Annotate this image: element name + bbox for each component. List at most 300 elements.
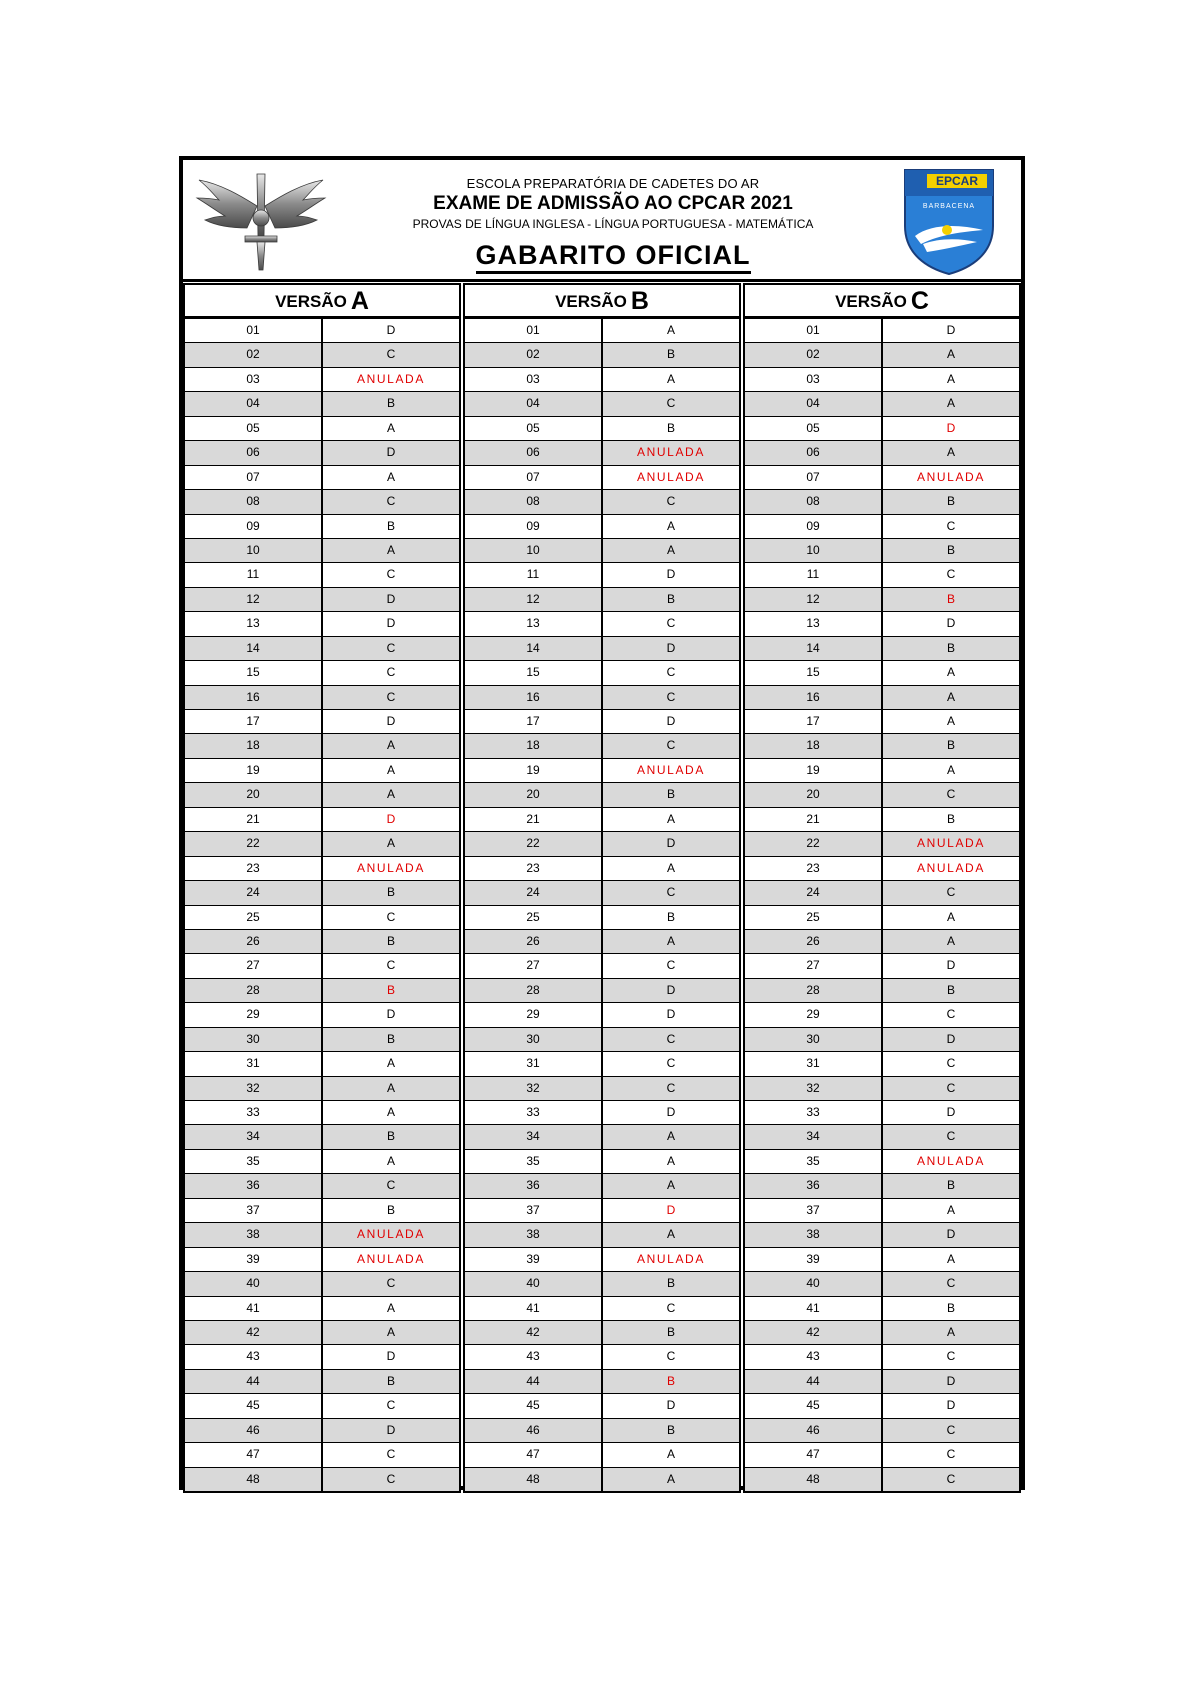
question-number: 28 — [185, 979, 323, 1002]
question-number: 13 — [745, 612, 883, 635]
table-row — [745, 636, 1019, 660]
table-row — [465, 978, 739, 1002]
answer-cell: D — [946, 323, 956, 337]
question-number: 11 — [185, 563, 323, 586]
table-row — [465, 880, 739, 904]
table-row — [745, 1222, 1019, 1246]
answer-cell: A — [666, 1153, 675, 1168]
answer-cell: ANULADA — [357, 860, 425, 875]
answer-cell: A — [946, 1202, 955, 1217]
table-row — [185, 856, 459, 880]
answer-cell: ANULADA — [637, 445, 705, 460]
question-number: 34 — [745, 1125, 883, 1148]
table-row — [745, 1418, 1019, 1442]
table-row — [465, 953, 739, 977]
question-number: 26 — [745, 930, 883, 953]
answer-cell: ANULADA — [637, 762, 705, 777]
question-number: 16 — [185, 686, 323, 709]
answer-cell: C — [946, 1471, 956, 1486]
answer-cell: C — [946, 1447, 956, 1462]
question-number: 46 — [465, 1419, 603, 1442]
table-row — [185, 1369, 459, 1393]
question-number: 36 — [465, 1174, 603, 1197]
answer-cell: C — [946, 787, 956, 802]
answer-cell: D — [386, 714, 396, 728]
table-row — [465, 660, 739, 684]
question-number: 15 — [185, 661, 323, 684]
question-number: 41 — [465, 1297, 603, 1320]
answer-cell: D — [386, 1349, 396, 1364]
answer-cell: A — [666, 1227, 675, 1242]
table-row — [185, 1467, 459, 1491]
table-row — [185, 953, 459, 977]
answer-cell: C — [666, 689, 676, 704]
answer-cell: ANULADA — [637, 469, 705, 484]
question-number: 37 — [745, 1199, 883, 1222]
table-row — [185, 538, 459, 562]
question-number: 28 — [745, 979, 883, 1002]
table-row — [745, 1198, 1019, 1222]
answer-cell: D — [666, 640, 676, 655]
answer-cell: A — [666, 811, 675, 826]
answer-cell: A — [666, 1178, 675, 1193]
answer-cell: D — [946, 1227, 956, 1242]
answer-cell: C — [386, 640, 396, 655]
answer-cell: D — [386, 323, 396, 337]
answer-cell: A — [946, 396, 955, 411]
question-number: 32 — [465, 1077, 603, 1100]
answer-cell: D — [946, 616, 956, 631]
question-number: 42 — [465, 1321, 603, 1344]
answer-cell: B — [386, 518, 395, 533]
question-number: 05 — [185, 417, 323, 440]
table-row — [465, 1369, 739, 1393]
version-c-label: VERSÃO — [835, 292, 907, 311]
answer-cell: D — [386, 811, 396, 826]
answer-cell: C — [946, 1422, 956, 1437]
table-row — [745, 440, 1019, 464]
table-row — [185, 1442, 459, 1466]
question-number: 08 — [465, 490, 603, 513]
answer-cell: D — [946, 420, 956, 435]
question-number: 43 — [745, 1345, 883, 1368]
table-row — [465, 831, 739, 855]
answer-cell: B — [946, 982, 955, 997]
answer-cell: C — [386, 567, 396, 582]
question-number: 25 — [465, 906, 603, 929]
answer-cell: C — [666, 738, 676, 753]
question-number: 29 — [185, 1003, 323, 1026]
answer-cell: A — [946, 714, 955, 728]
answer-cell: B — [666, 591, 675, 606]
question-number: 12 — [185, 588, 323, 611]
table-row — [185, 611, 459, 635]
table-row — [185, 318, 459, 342]
question-number: 29 — [465, 1003, 603, 1026]
answer-cell: A — [386, 1153, 395, 1168]
question-number: 10 — [185, 539, 323, 562]
answer-cell: A — [386, 469, 395, 484]
answer-cell: D — [386, 1007, 396, 1022]
question-number: 41 — [185, 1297, 323, 1320]
version-b-header — [463, 283, 741, 318]
version-c-rows — [743, 318, 1021, 1493]
question-number: 07 — [745, 466, 883, 489]
answer-cell: C — [386, 665, 396, 680]
table-row — [745, 1002, 1019, 1026]
answer-cell: B — [386, 1202, 395, 1217]
table-row — [745, 465, 1019, 489]
answer-cell: A — [386, 1300, 395, 1315]
answer-cell: ANULADA — [357, 371, 425, 386]
question-number: 12 — [465, 588, 603, 611]
table-row — [465, 758, 739, 782]
answer-cell: C — [666, 665, 676, 680]
table-row — [465, 1198, 739, 1222]
question-number: 41 — [745, 1297, 883, 1320]
answer-cell: A — [666, 542, 675, 557]
table-row — [745, 587, 1019, 611]
version-b-column — [463, 283, 741, 1493]
question-number: 39 — [185, 1248, 323, 1271]
version-a-header — [183, 283, 461, 318]
question-number: 35 — [465, 1150, 603, 1173]
answer-cell: A — [666, 860, 675, 875]
table-row — [745, 1027, 1019, 1051]
table-row — [465, 1418, 739, 1442]
table-row — [185, 709, 459, 733]
question-number: 17 — [185, 710, 323, 733]
table-row — [745, 367, 1019, 391]
table-row — [465, 685, 739, 709]
answer-cell: D — [666, 1398, 676, 1413]
table-row — [745, 733, 1019, 757]
question-number: 33 — [465, 1101, 603, 1124]
answer-cell: D — [666, 1105, 676, 1119]
answer-cell: ANULADA — [917, 860, 985, 875]
answer-cell: A — [946, 665, 955, 680]
answer-cell: A — [946, 689, 955, 704]
table-row — [465, 856, 739, 880]
table-row — [465, 318, 739, 342]
table-row — [185, 465, 459, 489]
table-row — [745, 758, 1019, 782]
table-row — [185, 562, 459, 586]
answer-cell: B — [666, 1324, 675, 1339]
table-row — [185, 1418, 459, 1442]
shield-top-text: EPCAR — [935, 174, 979, 188]
question-number: 30 — [465, 1028, 603, 1051]
answer-cell: C — [666, 1056, 676, 1071]
question-number: 48 — [185, 1468, 323, 1491]
question-number: 03 — [465, 368, 603, 391]
answer-cell: A — [386, 1324, 395, 1339]
question-number: 22 — [745, 832, 883, 855]
answer-cell: C — [666, 1349, 676, 1364]
question-number: 14 — [465, 637, 603, 660]
question-number: 08 — [745, 490, 883, 513]
question-number: 07 — [185, 466, 323, 489]
answer-cell: D — [386, 1422, 396, 1437]
answer-cell: B — [666, 1422, 675, 1437]
question-number: 25 — [745, 906, 883, 929]
table-row — [745, 1442, 1019, 1466]
question-number: 09 — [465, 515, 603, 538]
table-row — [185, 1198, 459, 1222]
question-number: 38 — [185, 1223, 323, 1246]
table-row — [745, 807, 1019, 831]
table-row — [745, 782, 1019, 806]
question-number: 11 — [745, 563, 883, 586]
question-number: 32 — [185, 1077, 323, 1100]
question-number: 29 — [745, 1003, 883, 1026]
answer-cell: C — [386, 1471, 396, 1486]
answer-cell: C — [386, 494, 396, 509]
table-row — [185, 391, 459, 415]
question-number: 40 — [745, 1272, 883, 1295]
question-number: 18 — [465, 734, 603, 757]
answer-cell: B — [386, 1031, 395, 1046]
answer-cell: C — [666, 616, 676, 631]
answer-cell: D — [666, 1007, 676, 1022]
answer-cell: C — [386, 909, 396, 924]
answer-cell: ANULADA — [357, 1227, 425, 1242]
winged-sword-emblem-icon — [191, 166, 331, 276]
table-row — [745, 318, 1019, 342]
question-number: 42 — [185, 1321, 323, 1344]
question-number: 47 — [465, 1443, 603, 1466]
table-row — [465, 1467, 739, 1491]
table-row — [185, 489, 459, 513]
table-row — [745, 1173, 1019, 1197]
answer-cell: C — [386, 1398, 396, 1413]
answer-cell: C — [386, 1276, 396, 1291]
table-row — [185, 1149, 459, 1173]
table-row — [185, 1247, 459, 1271]
answer-cell: A — [946, 909, 955, 924]
table-row — [185, 1027, 459, 1051]
table-row — [465, 611, 739, 635]
answer-cell: B — [666, 347, 675, 362]
question-number: 06 — [745, 441, 883, 464]
table-row — [745, 1271, 1019, 1295]
table-row — [465, 782, 739, 806]
table-row — [465, 416, 739, 440]
table-row — [745, 856, 1019, 880]
answer-cell: ANULADA — [917, 1153, 985, 1168]
table-row — [465, 1027, 739, 1051]
table-row — [465, 465, 739, 489]
table-row — [185, 660, 459, 684]
table-row — [465, 367, 739, 391]
answer-cell: A — [666, 1447, 675, 1462]
table-row — [745, 1051, 1019, 1075]
table-row — [185, 1051, 459, 1075]
answer-cell: A — [386, 542, 395, 557]
table-row — [745, 342, 1019, 366]
table-row — [745, 514, 1019, 538]
version-b-rows — [463, 318, 741, 1493]
answer-cell: C — [386, 1178, 396, 1193]
table-row — [185, 1296, 459, 1320]
table-row — [465, 929, 739, 953]
question-number: 17 — [745, 710, 883, 733]
version-c-letter: C — [910, 287, 929, 315]
answer-cell: A — [386, 738, 395, 753]
table-row — [465, 1344, 739, 1368]
question-number: 28 — [465, 979, 603, 1002]
table-row — [185, 636, 459, 660]
table-row — [465, 733, 739, 757]
question-number: 15 — [745, 661, 883, 684]
version-a-label: VERSÃO — [275, 292, 347, 311]
table-row — [465, 1002, 739, 1026]
version-c-header — [743, 283, 1021, 318]
question-number: 19 — [745, 759, 883, 782]
answer-cell: ANULADA — [917, 836, 985, 851]
subjects-line: PROVAS DE LÍNGUA INGLESA - LÍNGUA PORTUGUESA - MATEMÁTICA — [412, 217, 814, 231]
table-row — [185, 1271, 459, 1295]
question-number: 40 — [465, 1272, 603, 1295]
answer-cell: B — [946, 738, 955, 753]
answer-cell: D — [946, 1373, 956, 1388]
question-number: 45 — [185, 1394, 323, 1417]
question-number: 05 — [465, 417, 603, 440]
answer-cell: C — [666, 494, 676, 509]
question-number: 18 — [745, 734, 883, 757]
question-number: 11 — [465, 563, 603, 586]
table-row — [185, 1320, 459, 1344]
table-row — [185, 1393, 459, 1417]
question-number: 35 — [745, 1150, 883, 1173]
answer-cell: B — [386, 1373, 395, 1388]
answer-cell: B — [946, 1300, 955, 1315]
question-number: 47 — [185, 1443, 323, 1466]
answer-cell: A — [386, 836, 395, 851]
question-number: 44 — [465, 1370, 603, 1393]
answer-cell: C — [666, 885, 676, 900]
table-row — [745, 416, 1019, 440]
table-row — [465, 489, 739, 513]
answer-cell: C — [946, 518, 956, 533]
answer-cell: A — [666, 1471, 675, 1486]
table-row — [185, 514, 459, 538]
question-number: 20 — [745, 783, 883, 806]
answer-cell: A — [946, 347, 955, 362]
question-number: 27 — [745, 954, 883, 977]
table-row — [465, 391, 739, 415]
shield-mid-text: BARBACENA — [922, 203, 976, 210]
question-number: 46 — [185, 1419, 323, 1442]
table-row — [465, 1100, 739, 1124]
question-number: 09 — [745, 515, 883, 538]
table-row — [465, 342, 739, 366]
question-number: 34 — [465, 1125, 603, 1148]
table-row — [185, 880, 459, 904]
question-number: 06 — [185, 441, 323, 464]
table-row — [465, 1393, 739, 1417]
answer-cell: C — [386, 689, 396, 704]
table-row — [465, 587, 739, 611]
question-number: 20 — [185, 783, 323, 806]
question-number: 21 — [185, 808, 323, 831]
answer-cell: B — [946, 640, 955, 655]
table-row — [465, 709, 739, 733]
table-row — [745, 1344, 1019, 1368]
question-number: 16 — [745, 686, 883, 709]
question-number: 17 — [465, 710, 603, 733]
table-row — [185, 1076, 459, 1100]
answer-cell: A — [386, 762, 395, 777]
table-row — [185, 905, 459, 929]
table-row — [185, 758, 459, 782]
table-row — [745, 953, 1019, 977]
table-row — [745, 1296, 1019, 1320]
question-number: 14 — [185, 637, 323, 660]
answer-cell: B — [666, 1276, 675, 1291]
answer-cell: B — [946, 1178, 955, 1193]
table-row — [465, 1149, 739, 1173]
answer-cell: B — [946, 591, 955, 606]
table-row — [185, 733, 459, 757]
table-row — [745, 905, 1019, 929]
answer-cell: A — [946, 371, 955, 386]
answer-cell: A — [386, 1080, 395, 1095]
question-number: 04 — [465, 392, 603, 415]
question-number: 06 — [465, 441, 603, 464]
question-number: 46 — [745, 1419, 883, 1442]
answer-cell: C — [666, 396, 676, 411]
question-number: 01 — [465, 319, 603, 342]
answer-cell: D — [666, 714, 676, 728]
question-number: 04 — [185, 392, 323, 415]
question-number: 30 — [185, 1028, 323, 1051]
question-number: 34 — [185, 1125, 323, 1148]
question-number: 23 — [745, 857, 883, 880]
answer-cell: A — [386, 1056, 395, 1071]
table-row — [465, 807, 739, 831]
table-row — [745, 831, 1019, 855]
question-number: 40 — [185, 1272, 323, 1295]
question-number: 31 — [745, 1052, 883, 1075]
answer-cell: A — [386, 420, 395, 435]
table-row — [185, 1124, 459, 1148]
question-number: 13 — [185, 612, 323, 635]
answer-cell: A — [946, 445, 955, 460]
table-row — [745, 1369, 1019, 1393]
answer-cell: C — [946, 885, 956, 900]
question-number: 39 — [465, 1248, 603, 1271]
answer-cell: B — [386, 982, 395, 997]
answer-cell: B — [386, 885, 395, 900]
table-row — [185, 978, 459, 1002]
question-number: 30 — [745, 1028, 883, 1051]
question-number: 21 — [465, 808, 603, 831]
question-number: 39 — [745, 1248, 883, 1271]
version-b-label: VERSÃO — [555, 292, 627, 311]
table-row — [465, 1222, 739, 1246]
answer-cell: A — [946, 1251, 955, 1266]
answer-cell: C — [666, 1031, 676, 1046]
question-number: 45 — [465, 1394, 603, 1417]
table-row — [465, 1320, 739, 1344]
table-row — [185, 367, 459, 391]
answer-cell: D — [946, 1398, 956, 1413]
question-number: 14 — [745, 637, 883, 660]
question-number: 01 — [185, 319, 323, 342]
question-number: 37 — [185, 1199, 323, 1222]
question-number: 22 — [465, 832, 603, 855]
